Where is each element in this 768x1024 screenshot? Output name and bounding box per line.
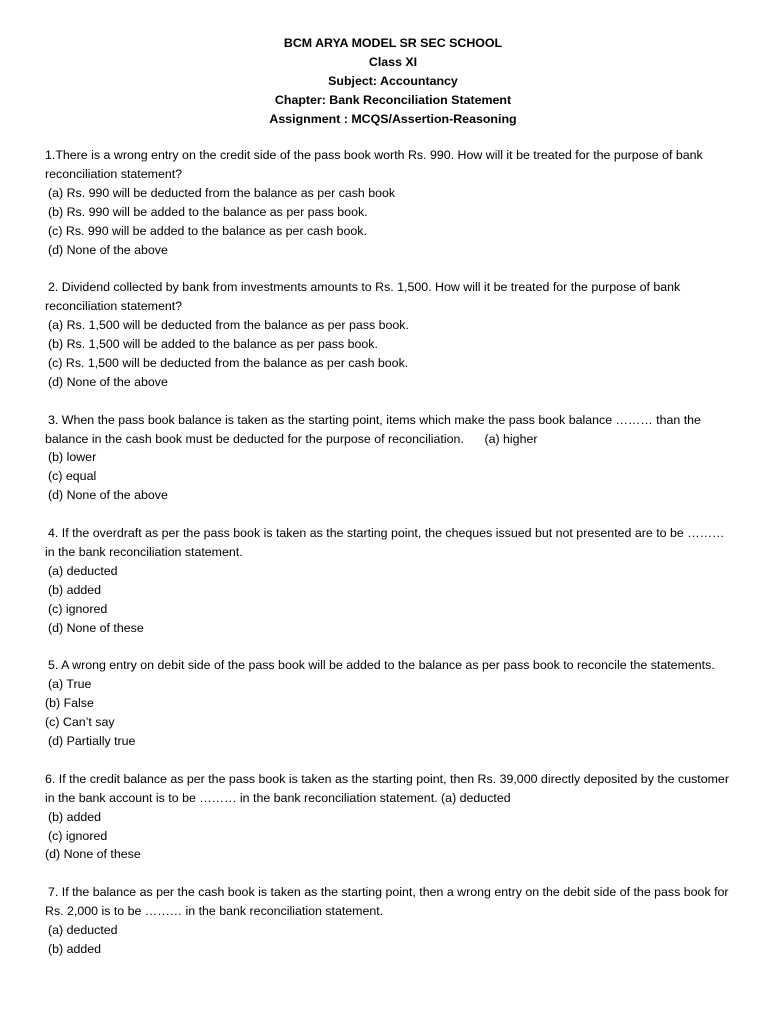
question-7 (45, 883, 735, 959)
option-d: (d) None of these (48, 620, 144, 635)
question-text: 4. If the overdraft as per the pass book is taken as the starting point, the cheques issued but not presented are to be ……… in the bank reconciliation statement. (45, 526, 725, 559)
option-b: (b) Rs. 1,500 will be added to the balance as per pass book. (48, 337, 378, 352)
class-label: Class XI (368, 55, 418, 69)
question-text-block (45, 411, 735, 449)
option-c: (c) ignored (48, 828, 108, 843)
question-text: 3. When the pass book balance is taken as the starting point, items which make the pass book balance ……… than the balance in the cash book must be deducted for the purpose of reconciliation. (45, 412, 701, 446)
document-header (0, 34, 768, 129)
option-a: (a) deducted (48, 563, 118, 578)
option-d: (d) None of the above (48, 374, 168, 389)
question-5 (45, 656, 735, 751)
option-a: (a) higher (484, 431, 538, 446)
option-a: (a) True (48, 677, 92, 692)
option-a: (a) deducted (48, 923, 118, 938)
question-3 (45, 411, 735, 506)
option-c: (c) Rs. 990 will be added to the balance as per cash book. (48, 223, 367, 238)
question-2 (45, 278, 735, 391)
assignment-label: Assignment : MCQS/Assertion-Reasoning (269, 112, 517, 126)
question-text-block (45, 770, 735, 808)
option-b: (b) lower (48, 450, 97, 465)
option-d: (d) None of the above (48, 242, 168, 257)
option-c: (c) Can’t say (45, 715, 115, 730)
option-b: (b) added (48, 941, 102, 956)
option-b: (b) added (48, 809, 102, 824)
question-text: 6. If the credit balance as per the pass book is taken as the starting point, then Rs. 39,000 directly deposited by the customer in the bank account is to be ……… in the bank reconciliation statement. (45, 771, 729, 805)
question-list (45, 146, 735, 959)
option-d: (d) Partially true (48, 734, 136, 749)
option-b: (b) Rs. 990 will be added to the balance as per pass book. (48, 204, 368, 219)
school-name: BCM ARYA MODEL SR SEC SCHOOL (283, 36, 503, 50)
chapter-label: Chapter: Bank Reconciliation Statement (274, 93, 512, 107)
option-c: (c) equal (48, 469, 97, 484)
question-text: 2. Dividend collected by bank from investments amounts to Rs. 1,500. How will it be treated for the purpose of bank reconciliation statement? (45, 280, 681, 314)
subject-label: Subject: Accountancy (328, 74, 458, 88)
option-b: (b) False (45, 696, 94, 711)
question-text: 5. A wrong entry on debit side of the pass book will be added to the balance as per pass book to reconcile the statements. (48, 658, 715, 673)
option-d: (d) None of these (45, 847, 141, 862)
question-1 (45, 146, 735, 259)
question-text: 7. If the balance as per the cash book is taken as the starting point, then a wrong entry on the debit side of the pass book for Rs. 2,000 is to be ……… in the bank reconciliation statement. (45, 885, 729, 919)
option-b: (b) added (48, 582, 102, 597)
question-text: 1.There is a wrong entry on the credit side of the pass book worth Rs. 990. How will it be treated for the purpose of bank reconciliation statement? (45, 148, 703, 181)
option-d: (d) None of the above (48, 488, 168, 503)
question-6 (45, 770, 735, 865)
option-a: (a) Rs. 1,500 will be deducted from the balance as per pass book. (48, 318, 409, 333)
option-a: (a) Rs. 990 will be deducted from the balance as per cash book (48, 185, 396, 200)
option-c: (c) Rs. 1,500 will be deducted from the balance as per cash book. (48, 355, 409, 370)
question-4 (45, 524, 735, 637)
option-a: (a) deducted (441, 790, 511, 805)
option-c: (c) ignored (48, 601, 108, 616)
